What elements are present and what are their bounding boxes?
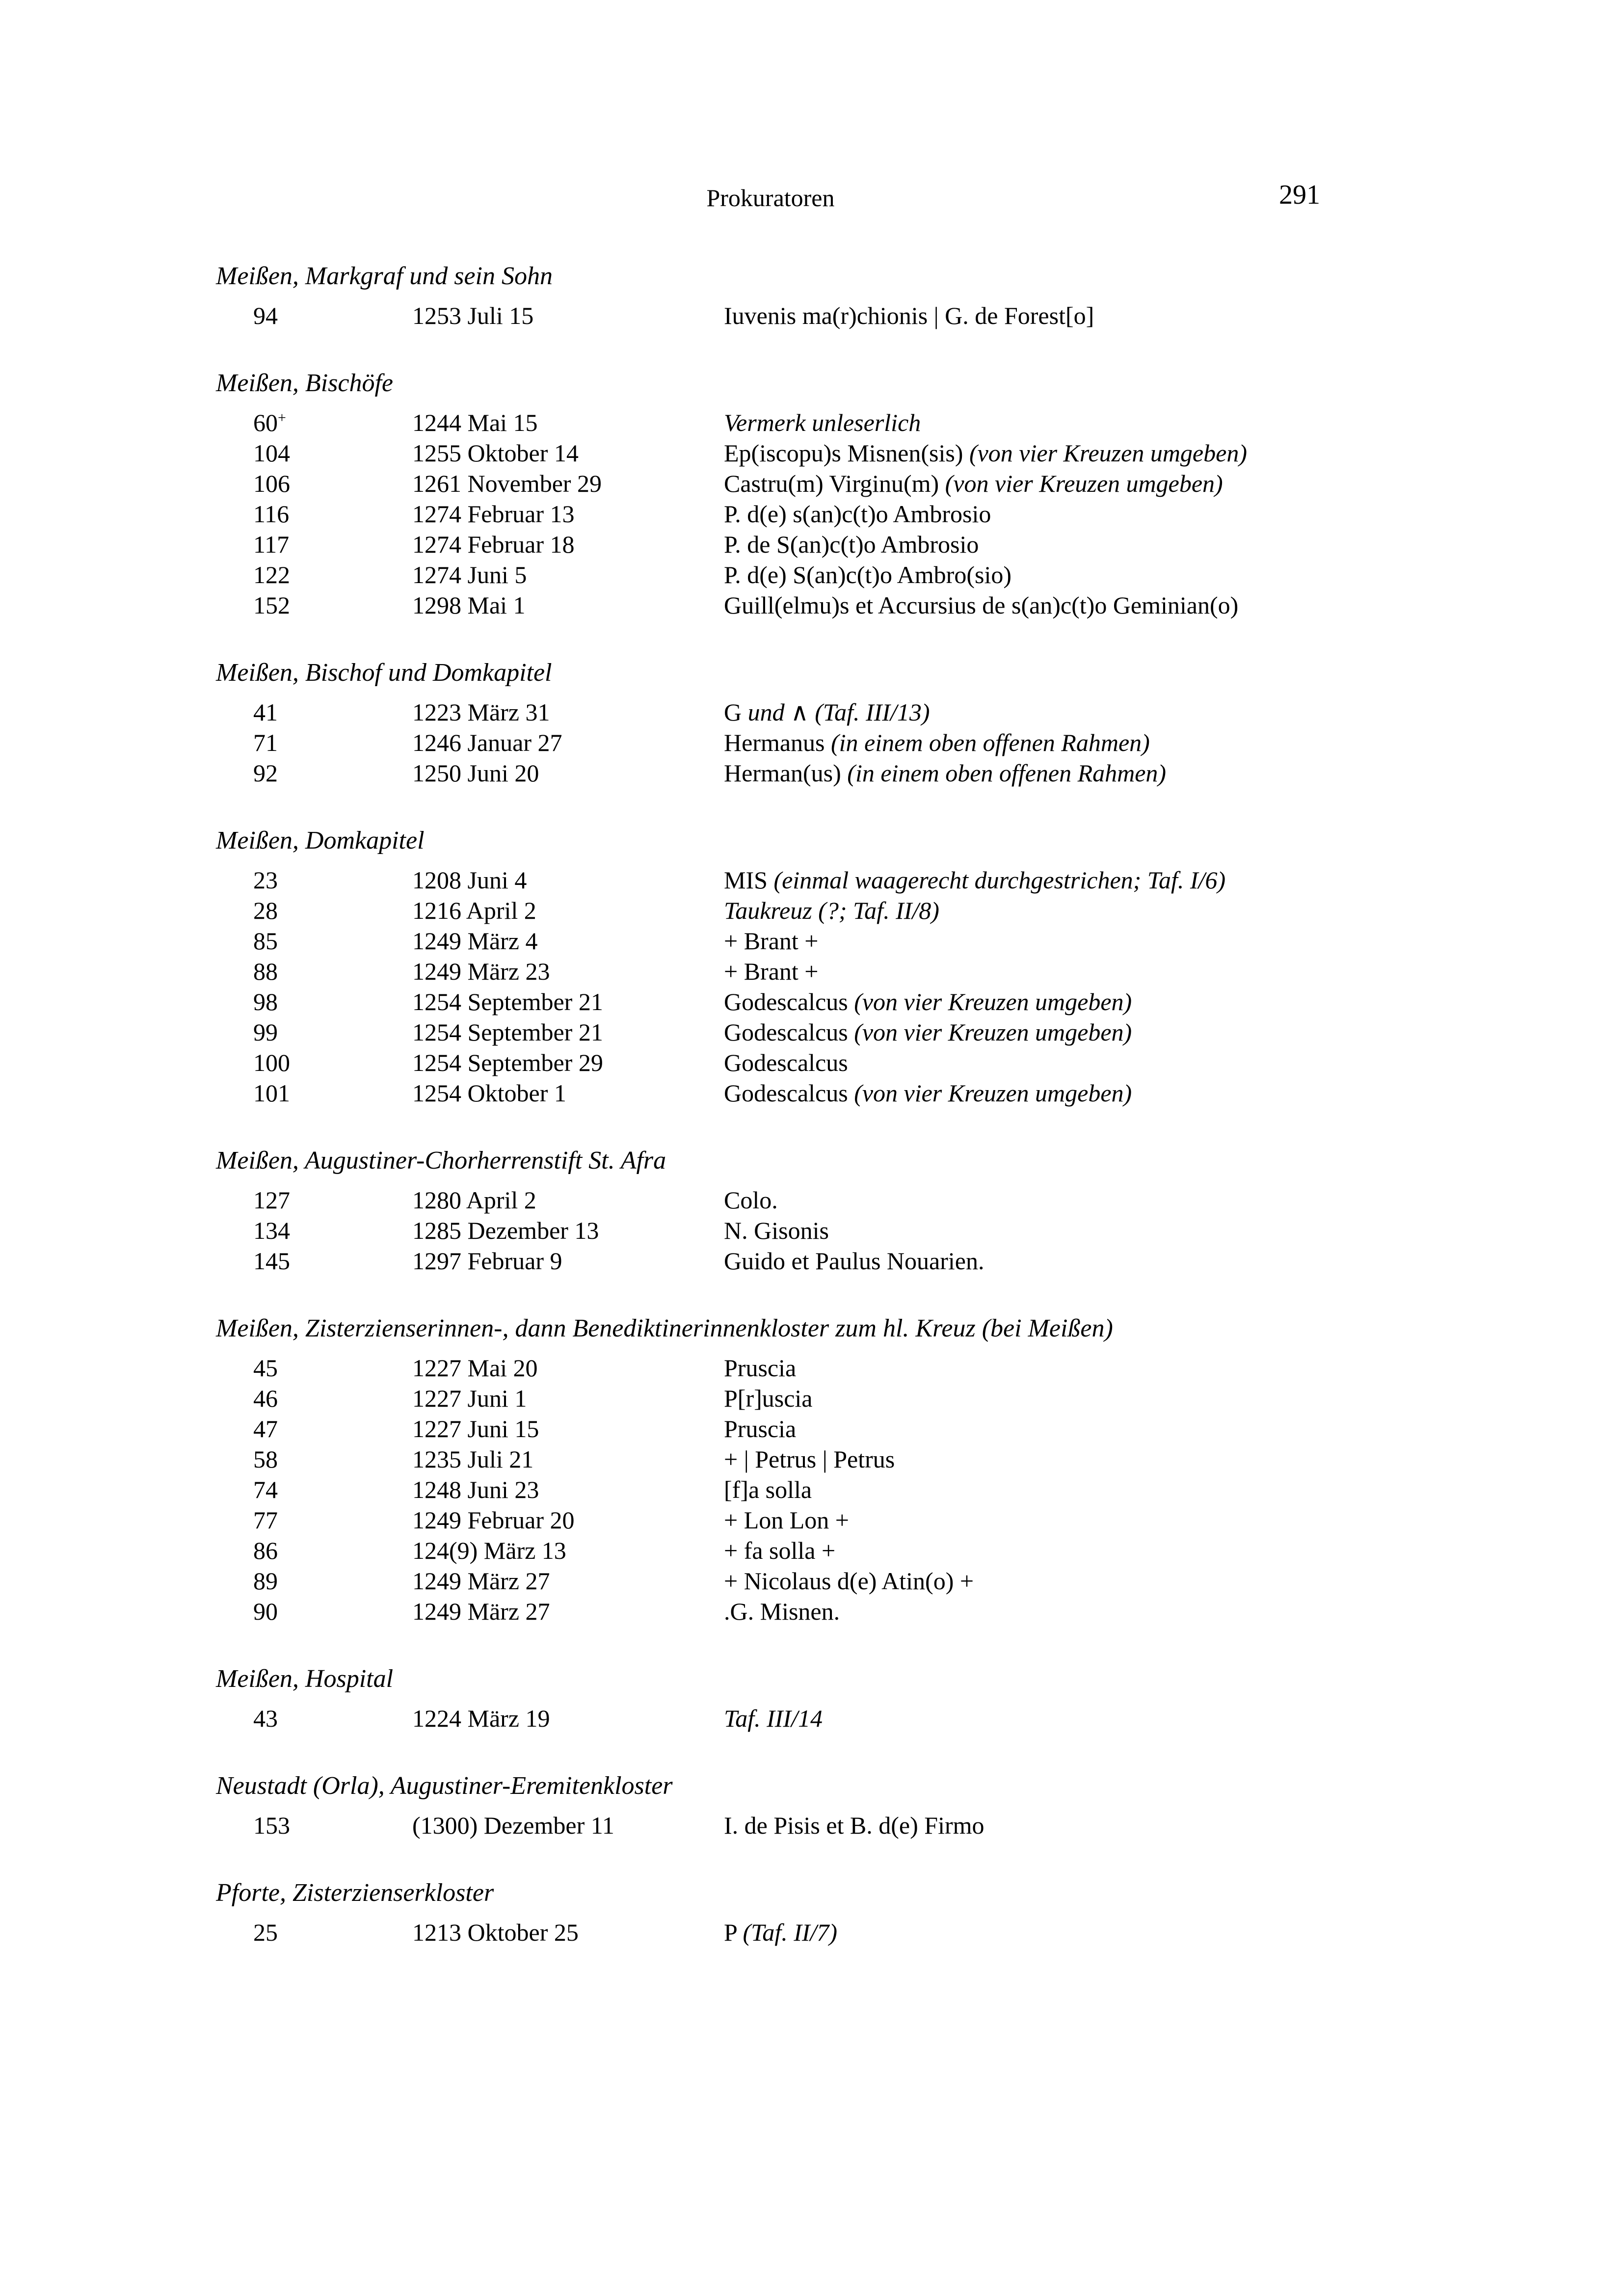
desc-segment: Godescalcus — [724, 1079, 854, 1107]
desc-segment: (von vier Kreuzen umgeben) — [969, 439, 1247, 467]
desc-segment: (Taf. III/13) — [815, 698, 930, 726]
entry-description — [724, 1078, 1502, 1108]
entry-number — [216, 1383, 412, 1414]
entry-number-sup: + — [278, 409, 286, 426]
entry-number — [216, 1215, 412, 1246]
entry-date: 1274 Juni 5 — [412, 561, 527, 588]
entry-number-text: 127 — [253, 1186, 290, 1214]
entry-description — [724, 1917, 1502, 1948]
entry-row — [216, 987, 1502, 1017]
section-title: Pforte, Zisterzienserkloster — [216, 1879, 494, 1907]
entry-description — [724, 956, 1502, 987]
entry-date: 1249 Februar 20 — [412, 1506, 575, 1534]
entry-description — [724, 1047, 1502, 1078]
entry-description — [724, 1246, 1502, 1276]
desc-segment: I. de Pisis et B. d(e) Firmo — [724, 1812, 984, 1839]
entry-row — [216, 1078, 1502, 1108]
entry-description — [724, 1505, 1502, 1535]
entry-description — [724, 407, 1502, 438]
desc-segment: Colo. — [724, 1186, 778, 1214]
content — [216, 261, 1502, 1948]
entry-number — [216, 529, 412, 560]
entry-date: 1223 März 31 — [412, 698, 550, 726]
entry-description — [724, 499, 1502, 529]
section — [216, 1664, 1502, 1734]
entry-date: 1246 Januar 27 — [412, 729, 562, 756]
entry-number — [216, 1917, 412, 1948]
entry-number-text: 94 — [253, 302, 278, 329]
entry-number — [216, 438, 412, 468]
entry-number — [216, 1246, 412, 1276]
entry-number-text: 85 — [253, 927, 278, 955]
entry-number-text: 106 — [253, 470, 290, 497]
entry-description — [724, 1566, 1502, 1596]
desc-segment: Taf. III/14 — [724, 1705, 823, 1732]
desc-segment: (von vier Kreuzen umgeben) — [854, 988, 1132, 1015]
desc-segment: (einmal waagerecht durchgestrichen; Taf. I/6) — [773, 866, 1226, 894]
entry-number-text: 117 — [253, 531, 290, 558]
entry-date: 1248 Juni 23 — [412, 1476, 539, 1503]
desc-segment: Guill(elmu)s et Accursius de s(an)c(t)o Geminian(o) — [724, 591, 1239, 619]
entry-date: 1285 Dezember 13 — [412, 1217, 599, 1244]
entry-description — [724, 1596, 1502, 1627]
entry-number — [216, 407, 412, 438]
entry-description — [724, 1474, 1502, 1505]
entry-number-text: 41 — [253, 698, 278, 726]
entry-number-text: 43 — [253, 1705, 278, 1732]
entry-row — [216, 758, 1502, 788]
entry-description — [724, 1383, 1502, 1414]
entry-number-text: 89 — [253, 1567, 278, 1595]
entry-date: 1227 Juni 1 — [412, 1385, 527, 1412]
entry-number-text: 92 — [253, 759, 278, 787]
section — [216, 1313, 1502, 1627]
entry-date: 1261 November 29 — [412, 470, 602, 497]
entry-number — [216, 1017, 412, 1047]
desc-segment: Herman(us) — [724, 759, 848, 787]
entry-row — [216, 1810, 1502, 1841]
entry-number-text: 86 — [253, 1537, 278, 1564]
entry-number-text: 58 — [253, 1445, 278, 1473]
entry-number — [216, 1414, 412, 1444]
desc-segment: MIS — [724, 866, 774, 894]
entry-number-text: 71 — [253, 729, 278, 756]
entry-description — [724, 697, 1502, 727]
entry-row — [216, 590, 1502, 620]
desc-segment: und — [747, 698, 785, 726]
entry-number-text: 99 — [253, 1018, 278, 1046]
entry-number-text: 28 — [253, 897, 278, 924]
section-title: Meißen, Domkapitel — [216, 827, 425, 854]
entry-number-text: 45 — [253, 1354, 278, 1382]
entry-number-text: 23 — [253, 866, 278, 894]
desc-segment: (von vier Kreuzen umgeben) — [945, 470, 1223, 497]
entry-number — [216, 1047, 412, 1078]
desc-segment: + Brant + — [724, 927, 819, 955]
desc-segment: Godescalcus — [724, 1049, 848, 1076]
entry-date: 1254 September 21 — [412, 988, 603, 1015]
entry-number — [216, 1703, 412, 1734]
desc-segment: P. de S(an)c(t)o Ambrosio — [724, 531, 979, 558]
entry-number — [216, 590, 412, 620]
entry-date: 1224 März 19 — [412, 1705, 550, 1732]
entry-row — [216, 1703, 1502, 1734]
entry-description — [724, 987, 1502, 1017]
desc-segment: Iuvenis ma(r)chionis | G. de Forest[o] — [724, 302, 1094, 329]
desc-segment: [f]a solla — [724, 1476, 812, 1503]
entry-number-text: 153 — [253, 1812, 290, 1839]
section — [216, 826, 1502, 1108]
entry-description — [724, 529, 1502, 560]
entry-number — [216, 1810, 412, 1841]
entry-row — [216, 1444, 1502, 1474]
desc-segment: .G. Misnen. — [724, 1598, 840, 1625]
desc-segment: N. Gisonis — [724, 1217, 829, 1244]
desc-segment: + Lon Lon + — [724, 1506, 849, 1534]
entry-date: 1298 Mai 1 — [412, 591, 526, 619]
desc-segment: (in einem oben offenen Rahmen) — [831, 729, 1150, 756]
section-title: Meißen, Bischof und Domkapitel — [216, 659, 552, 687]
entry-row — [216, 529, 1502, 560]
entry-number-text: 88 — [253, 958, 278, 985]
entry-row — [216, 1596, 1502, 1627]
entry-number — [216, 1474, 412, 1505]
entry-row — [216, 1215, 1502, 1246]
desc-segment: Taukreuz (?; Taf. II/8) — [724, 897, 939, 924]
entry-number-text: 25 — [253, 1919, 278, 1946]
entry-number — [216, 1078, 412, 1108]
entry-date: 124(9) März 13 — [412, 1537, 566, 1564]
entry-row — [216, 1185, 1502, 1215]
entry-row — [216, 1017, 1502, 1047]
entry-row — [216, 1246, 1502, 1276]
entry-number — [216, 865, 412, 895]
entry-row — [216, 727, 1502, 758]
desc-segment: Guido et Paulus Nouarien. — [724, 1247, 984, 1275]
section — [216, 261, 1502, 331]
section-title: Meißen, Markgraf und sein Sohn — [216, 262, 553, 290]
entry-description — [724, 758, 1502, 788]
entry-date: 1274 Februar 13 — [412, 500, 575, 528]
entry-number — [216, 956, 412, 987]
entry-date: 1249 März 27 — [412, 1567, 550, 1595]
entry-description — [724, 1414, 1502, 1444]
entry-description — [724, 926, 1502, 956]
section — [216, 1878, 1502, 1948]
desc-segment: + Nicolaus d(e) Atin(o) + — [724, 1567, 974, 1595]
section-title: Meißen, Zisterzienserinnen-, dann Benediktinerinnenkloster zum hl. Kreuz (bei Meißen) — [216, 1314, 1113, 1342]
entry-number-text: 74 — [253, 1476, 278, 1503]
entry-date: 1255 Oktober 14 — [412, 439, 579, 467]
desc-segment: G — [724, 698, 748, 726]
desc-segment: P[r]uscia — [724, 1385, 813, 1412]
entry-description — [724, 468, 1502, 499]
desc-segment: (von vier Kreuzen umgeben) — [854, 1018, 1132, 1046]
entry-description — [724, 1703, 1502, 1734]
desc-segment: P. d(e) S(an)c(t)o Ambro(sio) — [724, 561, 1011, 588]
entry-date: 1250 Juni 20 — [412, 759, 539, 787]
section — [216, 658, 1502, 788]
entry-date: 1208 Juni 4 — [412, 866, 527, 894]
entry-description — [724, 1185, 1502, 1215]
entry-number-text: 60 — [253, 409, 278, 436]
entry-row — [216, 438, 1502, 468]
entry-date: 1227 Juni 15 — [412, 1415, 539, 1442]
entry-row — [216, 300, 1502, 331]
desc-segment: (Taf. II/7) — [743, 1919, 838, 1946]
entry-date: 1249 März 27 — [412, 1598, 550, 1625]
entry-row — [216, 560, 1502, 590]
desc-segment: + | Petrus | Petrus — [724, 1445, 895, 1473]
entry-date: 1253 Juli 15 — [412, 302, 534, 329]
desc-segment: Godescalcus — [724, 988, 854, 1015]
section — [216, 1146, 1502, 1276]
entry-number-text: 90 — [253, 1598, 278, 1625]
entry-number — [216, 1444, 412, 1474]
desc-segment: Castru(m) Virginu(m) — [724, 470, 945, 497]
entry-description — [724, 300, 1502, 331]
entry-number — [216, 1353, 412, 1383]
desc-segment: Hermanus — [724, 729, 831, 756]
desc-segment: P — [724, 1919, 743, 1946]
entry-number — [216, 926, 412, 956]
desc-segment: Godescalcus — [724, 1018, 854, 1046]
entry-number — [216, 560, 412, 590]
entry-date: 1254 September 29 — [412, 1049, 603, 1076]
entry-number-text: 104 — [253, 439, 290, 467]
entry-number — [216, 1596, 412, 1627]
section-title: Neustadt (Orla), Augustiner-Eremitenkloster — [216, 1772, 673, 1800]
entry-row — [216, 1047, 1502, 1078]
entry-row — [216, 1505, 1502, 1535]
entry-number — [216, 697, 412, 727]
entry-row — [216, 865, 1502, 895]
entry-description — [724, 438, 1502, 468]
desc-segment: Ep(iscopu)s Misnen(sis) — [724, 439, 969, 467]
entry-number-text: 145 — [253, 1247, 290, 1275]
desc-segment: Pruscia — [724, 1415, 797, 1442]
entry-date: 1227 Mai 20 — [412, 1354, 538, 1382]
entry-row — [216, 499, 1502, 529]
entry-date: 1244 Mai 15 — [412, 409, 538, 436]
section — [216, 1771, 1502, 1841]
entry-number-text: 77 — [253, 1506, 278, 1534]
entry-number-text: 134 — [253, 1217, 290, 1244]
desc-segment: + fa solla + — [724, 1537, 836, 1564]
section — [216, 368, 1502, 620]
entry-number — [216, 1185, 412, 1215]
entry-description — [724, 1215, 1502, 1246]
entry-date: 1249 März 4 — [412, 927, 538, 955]
desc-segment: (von vier Kreuzen umgeben) — [854, 1079, 1132, 1107]
entry-number-text: 116 — [253, 500, 290, 528]
entry-date: 1254 September 21 — [412, 1018, 603, 1046]
entry-description — [724, 1353, 1502, 1383]
desc-segment: P. d(e) s(an)c(t)o Ambrosio — [724, 500, 991, 528]
entry-row — [216, 1535, 1502, 1566]
page-title: Prokuratoren — [706, 184, 835, 212]
entry-date: 1213 Oktober 25 — [412, 1919, 579, 1946]
entry-description — [724, 1535, 1502, 1566]
entry-number — [216, 987, 412, 1017]
entry-number-text: 98 — [253, 988, 278, 1015]
entry-number-text: 101 — [253, 1079, 290, 1107]
entry-number-text: 152 — [253, 591, 290, 619]
entry-row — [216, 697, 1502, 727]
entry-date: 1254 Oktober 1 — [412, 1079, 566, 1107]
entry-date: 1297 Februar 9 — [412, 1247, 562, 1275]
entry-date: 1249 März 23 — [412, 958, 550, 985]
entry-date: 1235 Juli 21 — [412, 1445, 534, 1473]
entry-number — [216, 895, 412, 926]
entry-description — [724, 895, 1502, 926]
entry-date: (1300) Dezember 11 — [412, 1812, 614, 1839]
desc-segment: Pruscia — [724, 1354, 797, 1382]
entry-row — [216, 407, 1502, 438]
entry-description — [724, 1444, 1502, 1474]
desc-segment: ∧ — [784, 698, 815, 726]
page-number: 291 — [1279, 180, 1320, 210]
section-title: Meißen, Hospital — [216, 1665, 394, 1693]
entry-row — [216, 926, 1502, 956]
entry-row — [216, 895, 1502, 926]
entry-row — [216, 468, 1502, 499]
entry-number — [216, 499, 412, 529]
section-title: Meißen, Augustiner-Chorherrenstift St. Afra — [216, 1147, 666, 1175]
entry-description — [724, 1017, 1502, 1047]
entry-row — [216, 1414, 1502, 1444]
entry-number — [216, 727, 412, 758]
entry-number — [216, 468, 412, 499]
entry-number — [216, 300, 412, 331]
desc-segment: (in einem oben offenen Rahmen) — [847, 759, 1167, 787]
entry-number — [216, 1566, 412, 1596]
entry-description — [724, 727, 1502, 758]
entry-number — [216, 1535, 412, 1566]
entry-row — [216, 1566, 1502, 1596]
desc-segment: Vermerk unleserlich — [724, 409, 921, 436]
entry-date: 1280 April 2 — [412, 1186, 536, 1214]
entry-number — [216, 758, 412, 788]
entry-description — [724, 560, 1502, 590]
entry-row — [216, 1353, 1502, 1383]
entry-date: 1274 Februar 18 — [412, 531, 575, 558]
entry-number-text: 46 — [253, 1385, 278, 1412]
entry-date: 1216 April 2 — [412, 897, 536, 924]
section-title: Meißen, Bischöfe — [216, 369, 393, 397]
entry-row — [216, 1474, 1502, 1505]
entry-row — [216, 1917, 1502, 1948]
entry-number-text: 122 — [253, 561, 290, 588]
entry-number-text: 47 — [253, 1415, 278, 1442]
entry-number-text: 100 — [253, 1049, 290, 1076]
entry-description — [724, 590, 1502, 620]
entry-description — [724, 865, 1502, 895]
entry-description — [724, 1810, 1502, 1841]
entry-number — [216, 1505, 412, 1535]
entry-row — [216, 1383, 1502, 1414]
desc-segment: + Brant + — [724, 958, 819, 985]
entry-row — [216, 956, 1502, 987]
